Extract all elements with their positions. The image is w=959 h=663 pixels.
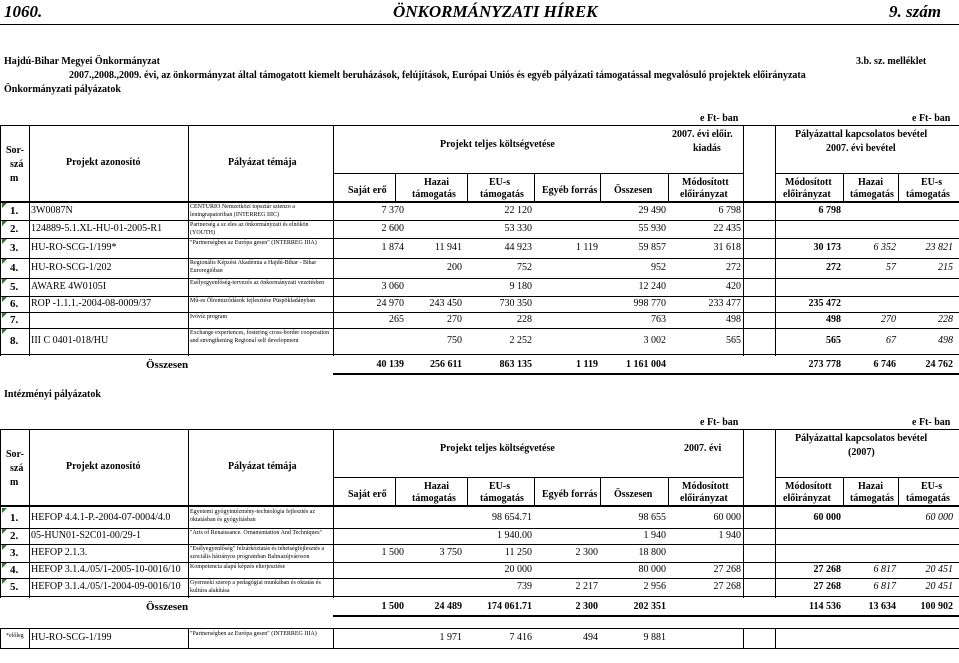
cell-hazai: 270: [447, 314, 462, 325]
cell-eu: 739: [517, 581, 532, 592]
total-egyeb: 1 119: [576, 359, 598, 370]
total-eu: 174 061.71: [487, 601, 532, 612]
project-id: 3W0087N: [31, 205, 73, 216]
total-label: Összesen: [146, 601, 189, 613]
grid-vline: [775, 125, 776, 201]
head-hazai-2: támogatás: [412, 189, 456, 200]
grid-hline: [775, 477, 959, 478]
cell-sajat: 7 370: [381, 205, 404, 216]
total-hazai-bevetel: 6 746: [873, 359, 896, 370]
grid-vline: [534, 173, 535, 201]
project-theme: Partnerség a sz eles az önkormányzati és elnökön (YOUTH): [190, 222, 309, 236]
grid-hline: [333, 373, 959, 375]
cell-modositott-bevetel: 60 000: [813, 511, 841, 523]
row-number: 5.: [10, 581, 19, 593]
header-rule: [0, 24, 959, 25]
cell-eu-bevetel: 23 821: [925, 242, 953, 253]
footnote-eu: 7 416: [509, 632, 532, 643]
grid-vline: [0, 201, 1, 356]
row-marker: [2, 508, 7, 513]
grid-vline: [775, 628, 776, 648]
cell-hazai: 200: [447, 262, 462, 273]
group-bevetel-line2: (2007): [848, 447, 875, 458]
head-sajat: Saját erő: [348, 185, 387, 196]
head-mod2-2: előirányzat: [783, 189, 831, 200]
project-id: 05-HUN01-S2C01-00/29-1: [31, 530, 141, 541]
group-bevetel-line2: 2007. évi bevétel: [826, 143, 896, 154]
head-mod-2: előirányzat: [680, 189, 728, 200]
col-sorszam-1: Sor-: [6, 449, 24, 460]
project-id: ROP -1.1.1.-2004-08-0009/37: [31, 298, 152, 309]
grid-hline: [775, 173, 959, 174]
cell-hazai-bevetel: 6 352: [873, 242, 896, 253]
row-marker: [2, 279, 7, 284]
row-number: 2.: [10, 530, 19, 542]
row-number: 4.: [10, 262, 19, 274]
cell-osszesen: 18 800: [638, 547, 666, 558]
grid-hline: [0, 296, 959, 297]
unit-label-right: e Ft- ban: [912, 113, 951, 124]
cell-osszesen: 952: [651, 262, 666, 273]
cell-hazai: 750: [447, 335, 462, 346]
col-tema: Pályázat témája: [228, 157, 297, 168]
project-theme: Egyetemi gyógyintézmény-technológia fejlesztés az oktatásban és gyógyításban: [190, 509, 316, 523]
cell-eu-bevetel: 498: [938, 335, 953, 346]
grid-vline: [333, 628, 334, 648]
grid-vline: [29, 201, 30, 356]
cell-sajat: 24 970: [376, 298, 404, 309]
row-marker: [2, 259, 7, 264]
head-eu-1: EU-s: [489, 481, 511, 492]
row-number: 1.: [10, 511, 19, 524]
footnote-label: *előleg: [6, 633, 24, 639]
total-modositott-bevetel: 273 778: [808, 359, 841, 370]
annex-label: 3.b. sz. melléklet: [856, 56, 927, 67]
section1-title: Önkormányzati pályázatok: [4, 84, 121, 95]
head-eu2-2: támogatás: [906, 189, 950, 200]
cell-eu-bevetel: 20 451: [925, 581, 953, 592]
cell-hazai-bevetel: 57: [886, 262, 896, 273]
grid-hline: [0, 220, 959, 221]
total-modositott-bevetel: 114 536: [809, 601, 841, 612]
cell-eu-bevetel: 215: [938, 262, 953, 273]
total-label: Összesen: [146, 359, 189, 371]
cell-sajat: 265: [389, 314, 404, 325]
grid-hline: [0, 628, 959, 629]
grid-vline: [188, 505, 189, 598]
head-egyeb: Egyéb forrás: [542, 185, 598, 196]
grid-hline: [0, 312, 959, 313]
grid-vline: [898, 173, 899, 201]
total-eu: 863 135: [499, 359, 532, 370]
row-marker: [2, 579, 7, 584]
project-theme: Kompetencia alapú képzés elterjesztése: [190, 564, 286, 570]
grid-vline: [395, 477, 396, 505]
cell-modositott-bevetel: 498: [826, 314, 841, 325]
head-mod2-2: előirányzat: [783, 493, 831, 504]
total-eu-bevetel: 24 762: [925, 359, 953, 370]
head-mod2-1: Módosított: [785, 177, 832, 188]
cell-egyeb: 1 119: [575, 242, 598, 253]
cell-modositott: 60 000: [713, 511, 741, 523]
head-hazai2-2: támogatás: [850, 493, 894, 504]
row-number: 5.: [10, 281, 19, 293]
grid-hline: [0, 429, 959, 430]
cell-eu: 20 000: [504, 564, 532, 575]
cell-modositott-bevetel: 6 798: [818, 205, 841, 216]
grid-vline: [395, 173, 396, 201]
grid-vline: [188, 429, 189, 505]
project-theme: Mű-es Ölremuződások fejlesztése Püspökladányban: [190, 298, 316, 304]
grid-hline: [0, 238, 959, 239]
cell-modositott: 233 477: [708, 298, 741, 309]
grid-vline: [0, 125, 1, 201]
cell-osszesen: 998 770: [633, 298, 666, 309]
footnote-osszesen: 9 881: [643, 632, 666, 643]
grid-hline: [0, 562, 959, 563]
total-sajat: 40 139: [376, 359, 404, 370]
cell-modositott-bevetel: 235 472: [808, 298, 841, 309]
head-sajat: Saját erő: [348, 489, 387, 500]
grid-vline: [0, 628, 1, 648]
head-osszesen: Összesen: [614, 489, 653, 500]
grid-vline: [775, 429, 776, 505]
grid-vline: [600, 477, 601, 505]
grid-vline: [467, 477, 468, 505]
cell-eu: 9 180: [509, 281, 532, 292]
head-hazai-1: Hazai: [424, 481, 449, 492]
col-sorszam-2: szá: [10, 159, 24, 170]
col-tema: Pályázat témája: [228, 461, 297, 472]
head-hazai2-1: Hazai: [858, 481, 883, 492]
grid-vline: [600, 173, 601, 201]
grid-vline: [188, 628, 189, 648]
grid-hline: [0, 354, 959, 355]
cell-modositott-bevetel: 565: [826, 335, 841, 346]
cell-eu: 228: [517, 314, 532, 325]
row-marker: [2, 563, 7, 568]
project-theme: Ivóvíz program: [190, 314, 228, 320]
total-eu-bevetel: 100 902: [920, 601, 953, 612]
grid-hline: [0, 505, 959, 507]
section2-title: Intézményi pályázatok: [4, 389, 101, 400]
grid-vline: [29, 125, 30, 201]
cell-osszesen: 59 857: [638, 242, 666, 253]
total-hazai-bevetel: 13 634: [868, 601, 896, 612]
total-egyeb: 2 300: [575, 601, 598, 612]
cell-modositott: 420: [726, 281, 741, 292]
grid-vline: [843, 173, 844, 201]
cell-osszesen: 1 940: [643, 530, 666, 541]
row-number: 1.: [10, 205, 19, 217]
group-bevetel-line1: Pályázattal kapcsolatos bevétel: [795, 433, 928, 444]
cell-eu: 44 923: [504, 242, 532, 253]
row-marker: [2, 529, 7, 534]
group-2007: 2007. évi: [684, 443, 722, 454]
cell-eu: 22 120: [504, 205, 532, 216]
grid-vline: [743, 505, 744, 598]
grid-vline: [775, 201, 776, 356]
grid-vline: [333, 505, 334, 598]
head-osszesen: Összesen: [614, 185, 653, 196]
cell-modositott: 498: [726, 314, 741, 325]
cell-modositott: 31 618: [713, 242, 741, 253]
cell-osszesen: 3 002: [643, 335, 666, 346]
cell-modositott: 27 268: [713, 581, 741, 592]
grid-vline: [0, 505, 1, 598]
grid-vline: [188, 201, 189, 356]
project-id: III C 0401-018/HU: [31, 335, 109, 346]
head-hazai-2: támogatás: [412, 493, 456, 504]
col-sorszam-3: m: [10, 173, 19, 184]
unit-label-left: e Ft- ban: [700, 113, 739, 124]
grid-vline: [843, 477, 844, 505]
col-sorszam-3: m: [10, 477, 19, 488]
grid-hline: [0, 596, 959, 597]
head-eu2-1: EU-s: [921, 481, 943, 492]
group-koltseg: Projekt teljes költségvetése: [440, 139, 555, 150]
grid-vline: [29, 505, 30, 598]
cell-modositott-bevetel: 30 173: [813, 242, 841, 253]
grid-hline: [0, 125, 959, 126]
total-ossz: 1 161 004: [626, 359, 666, 370]
project-theme: Esélyegyenlőség-tervezés az önkormányzati vezetésben: [190, 280, 325, 286]
project-theme: Regionális Képzési Akadémia a Hajdú-Bihar - Bihar Euroregióban: [190, 260, 317, 274]
cell-hazai: 243 450: [429, 298, 462, 309]
total-hazai: 256 611: [430, 359, 462, 370]
cell-sajat: 3 060: [381, 281, 404, 292]
issue-number: 1060.: [4, 2, 43, 21]
row-number: 4.: [10, 564, 19, 576]
row-marker: [2, 203, 7, 208]
cell-eu: 2 252: [509, 335, 532, 346]
grid-vline: [188, 125, 189, 201]
row-marker: [2, 239, 7, 244]
cell-sajat: 1 500: [381, 547, 404, 558]
cell-hazai: 11 941: [434, 242, 462, 253]
head-mod2-1: Módosított: [785, 481, 832, 492]
cell-eu: 752: [517, 262, 532, 273]
cell-hazai-bevetel: 6 817: [873, 564, 896, 575]
footnote-project-id: HU-RO-SCG-1/199: [31, 632, 112, 643]
cell-eu: 730 350: [499, 298, 532, 309]
cell-eu-bevetel: 228: [938, 314, 953, 325]
footnote-egyeb: 494: [583, 632, 598, 643]
project-id: 124889-5.1.XL-HU-01-2005-R1: [31, 223, 163, 234]
cell-modositott: 272: [726, 262, 741, 273]
grid-vline: [333, 125, 334, 201]
cell-sajat: 1 874: [381, 242, 404, 253]
project-id: HEFOP 3.1.4./05/1-2005-10-0016/10: [31, 564, 181, 575]
cell-osszesen: 2 956: [643, 581, 666, 592]
grid-vline: [467, 173, 468, 201]
grid-vline: [333, 201, 334, 356]
row-number: 3.: [10, 547, 19, 559]
cell-eu: 53 330: [504, 223, 532, 234]
head-eu2-1: EU-s: [921, 177, 943, 188]
grid-hline: [333, 615, 959, 617]
col-azonosito: Projekt azonosító: [66, 157, 141, 168]
row-marker: [2, 545, 7, 550]
project-theme: Gyermeki szerep a pedagógiai munkában és oktatás és kultúra alakítása: [190, 580, 321, 594]
grid-vline: [668, 477, 669, 505]
county-name: Hajdú-Bihar Megyei Önkormányzat: [4, 56, 160, 67]
row-marker: [2, 329, 7, 334]
project-theme: Exchange experiences, fostering cross-border cooperation and strengthening Regional self development: [190, 330, 330, 344]
grid-vline: [0, 429, 1, 505]
grid-vline: [775, 505, 776, 598]
grid-vline: [29, 628, 30, 648]
grid-hline: [0, 201, 959, 203]
project-id: HU-RO-SCG-1/199*: [31, 242, 117, 253]
row-number: 2.: [10, 223, 19, 235]
cell-egyeb: 2 300: [575, 547, 598, 558]
col-azonosito: Projekt azonosító: [66, 461, 141, 472]
group-2007-line1: 2007. évi előir.: [672, 129, 733, 140]
head-eu2-2: támogatás: [906, 493, 950, 504]
row-number: 8.: [10, 335, 19, 347]
head-egyeb: Egyéb forrás: [542, 489, 598, 500]
cell-osszesen: 55 930: [638, 223, 666, 234]
project-theme: "Partnerségben az Európa gesen" (INTERREG IIIA): [190, 240, 317, 246]
cell-modositott: 1 940: [718, 530, 741, 541]
project-id: HEFOP 4.4.1-P.-2004-07-0004/4.0: [31, 511, 171, 523]
project-id: HEFOP 3.1.4./05/1-2004-09-0016/10: [31, 581, 181, 592]
grid-vline: [743, 628, 744, 648]
project-theme: "Arts of Renaissance. Ornamentation And Techniques": [190, 530, 323, 536]
head-eu-2: támogatás: [480, 189, 524, 200]
group-koltseg: Projekt teljes költségvetése: [440, 443, 555, 454]
cell-hazai-bevetel: 6 817: [873, 581, 896, 592]
grid-hline: [0, 648, 959, 649]
project-id: HEFOP 2.1.3.: [31, 547, 88, 558]
head-eu-1: EU-s: [489, 177, 511, 188]
grid-vline: [898, 477, 899, 505]
grid-hline: [0, 544, 959, 545]
project-id: AWARE 4W0105I: [31, 281, 107, 292]
cell-osszesen: 80 000: [638, 564, 666, 575]
head-hazai-1: Hazai: [424, 177, 449, 188]
cell-modositott: 6 798: [718, 205, 741, 216]
cell-eu-bevetel: 60 000: [925, 511, 953, 523]
project-theme: "Esélyegyenlőség" felzárkóztatás és tehetségfejlesztés a szociális hátrányos programban Balmazújvároson: [190, 546, 325, 560]
head-mod-1: Módosított: [682, 481, 729, 492]
document-subtitle: 2007.,2008.,2009. évi, az önkormányzat által támogatott kiemelt beruházások, felújítások, Európai Uniós és egyéb pályázati támogatással megvalósuló projektek előirányzata: [69, 70, 806, 81]
grid-vline: [743, 125, 744, 201]
col-sorszam-1: Sor-: [6, 145, 24, 156]
project-theme: CENTURIO Nemzetközi topsztár sztenzo a leningrapatoriban (INTERREG IIIC): [190, 204, 295, 218]
issue-label: 9. szám: [889, 2, 941, 21]
footnote-hazai: 1 971: [439, 632, 462, 643]
grid-vline: [534, 477, 535, 505]
grid-vline: [333, 429, 334, 505]
total-sajat: 1 500: [381, 601, 404, 612]
cell-hazai-bevetel: 67: [886, 335, 896, 346]
cell-hazai-bevetel: 270: [881, 314, 896, 325]
row-number: 3.: [10, 242, 19, 254]
cell-osszesen: 29 490: [638, 205, 666, 216]
grid-hline: [0, 578, 959, 579]
cell-modositott: 565: [726, 335, 741, 346]
cell-hazai: 3 750: [439, 547, 462, 558]
cell-modositott: 27 268: [713, 564, 741, 575]
row-number: 6.: [10, 298, 19, 310]
footnote-theme: "Partnerségben az Európa gesen" (INTERREG IIIA): [190, 631, 317, 637]
cell-eu: 11 250: [504, 547, 532, 558]
group-bevetel-line1: Pályázattal kapcsolatos bevétel: [795, 129, 928, 140]
head-hazai2-2: támogatás: [850, 189, 894, 200]
unit-label-right: e Ft- ban: [912, 417, 951, 428]
row-marker: [2, 297, 7, 302]
row-marker: [2, 221, 7, 226]
total-ossz: 202 351: [633, 601, 666, 612]
cell-osszesen: 98 655: [638, 511, 666, 523]
row-marker: [2, 313, 7, 318]
publication-title: ÖNKORMÁNYZATI HÍREK: [393, 2, 598, 21]
cell-osszesen: 763: [651, 314, 666, 325]
grid-vline: [29, 429, 30, 505]
head-mod-2: előirányzat: [680, 493, 728, 504]
grid-hline: [0, 278, 959, 279]
cell-egyeb: 2 217: [575, 581, 598, 592]
grid-hline: [0, 528, 959, 529]
cell-eu: 1 940.00: [497, 530, 532, 541]
cell-modositott: 22 435: [713, 223, 741, 234]
cell-modositott-bevetel: 27 268: [813, 581, 841, 592]
cell-osszesen: 12 240: [638, 281, 666, 292]
total-hazai: 24 489: [434, 601, 462, 612]
cell-modositott-bevetel: 272: [826, 262, 841, 273]
grid-vline: [743, 429, 744, 505]
head-eu-2: támogatás: [480, 493, 524, 504]
head-hazai2-1: Hazai: [858, 177, 883, 188]
cell-sajat: 2 600: [381, 223, 404, 234]
grid-vline: [743, 201, 744, 356]
group-2007-line2: kiadás: [693, 143, 721, 154]
project-id: HU-RO-SCG-1/202: [31, 262, 112, 273]
row-number: 7.: [10, 314, 19, 326]
grid-hline: [0, 328, 959, 329]
unit-label-left: e Ft- ban: [700, 417, 739, 428]
grid-vline: [668, 173, 669, 201]
cell-modositott-bevetel: 27 268: [813, 564, 841, 575]
cell-eu-bevetel: 20 451: [925, 564, 953, 575]
grid-hline: [0, 258, 959, 259]
col-sorszam-2: szá: [10, 463, 24, 474]
cell-eu: 98 654.71: [492, 511, 532, 523]
head-mod-1: Módosított: [682, 177, 729, 188]
